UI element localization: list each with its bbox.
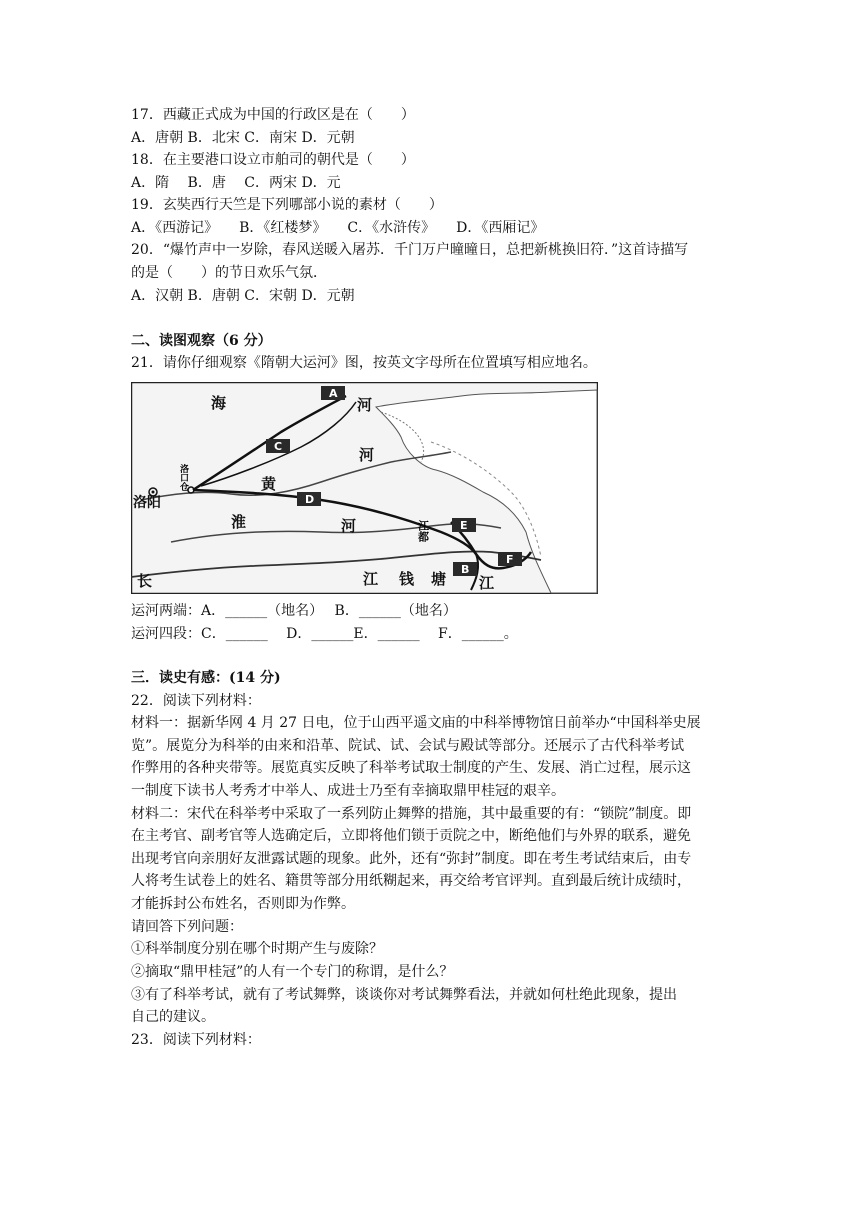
map-marker-e [452, 518, 476, 532]
q19-stem: 19．玄奘西行天竺是下列哪部小说的素材（ ） [131, 197, 443, 213]
svg-text:F: F [506, 553, 514, 566]
svg-text:E: E [460, 519, 468, 532]
q20-stem-line1: 20．“爆竹声中一岁除，春风送暖入屠苏．千门万户曈曈日，总把新桃换旧符．”这首诗描写 [131, 242, 689, 258]
q21-answer-line2: 运河四段：C．______ D．______E．______ F．______。 [131, 626, 518, 642]
map-label-jiangdu: 江都 [416, 520, 430, 542]
map-label-qian: 钱 [399, 570, 415, 588]
section3-heading: 三．读史有感：(14 分) [131, 670, 281, 686]
q23-stem: 23．阅读下列材料： [131, 1032, 261, 1048]
map-label-jiang-1: 江 [363, 570, 379, 588]
material2-line4: 人将考生试卷上的姓名、籍贯等部分用纸糊起来，再交给考官评判。直到最后统计成绩时， [131, 873, 691, 889]
material2-line1: 材料二：宋代在科举考中采取了一系列防止舞弊的措施，其中最重要的有：“锁院”制度。即 [131, 806, 692, 822]
map-label-hai: 海 [211, 394, 227, 412]
material1-line2: 览”。展览分为科举的由来和沿革、院试、试、会试与殿试等部分。还展示了古代科举考试 [131, 738, 685, 754]
map-label-jiang-2: 江 [479, 574, 495, 592]
map-label-he-2: 河 [359, 446, 375, 464]
map-marker-c [266, 439, 290, 453]
svg-text:A: A [329, 387, 338, 400]
material1-line1: 材料一：据新华网 4 月 27 日电，位于山西平遥文庙的中科举博物馆日前举办“中国科举史展 [131, 715, 701, 731]
q22-sub3-line2: 自己的建议。 [131, 1009, 215, 1025]
q22-ask: 请回答下列问题： [131, 919, 243, 935]
q22-sub2: ②摘取“鼎甲桂冠”的人有一个专门的称谓，是什么？ [131, 964, 454, 980]
material2-line5: 才能拆封公布姓名，否则即为作弊。 [131, 896, 355, 912]
q19-options: A．《西游记》 B．《红楼梦》 C．《水浒传》 D．《西厢记》 [131, 220, 545, 236]
map-label-luoyang: 洛阳 [133, 495, 161, 511]
section2-heading: 二、读图观察（6 分） [131, 333, 272, 349]
map-label-tang: 塘 [431, 570, 447, 588]
map-label-huang: 黄 [261, 475, 277, 493]
material2-line2: 在主考官、副考官等人选确定后，立即将他们锁于贡院之中，断绝他们与外界的联系，避免 [131, 828, 691, 844]
grand-canal-map [131, 382, 598, 594]
map-marker-a [321, 386, 345, 400]
material1-line3: 作弊用的各种夹带等。展览真实反映了科举考试取士制度的产生、发展、消亡过程，展示这 [131, 760, 691, 776]
q17-options: A．唐朝 B．北宋 C．南宋 D．元朝 [131, 130, 355, 146]
q22-sub3-line1: ③有了科举考试，就有了考试舞弊，谈谈你对考试舞弊看法，并就如何杜绝此现象，提出 [131, 987, 677, 1003]
q21-answer-line1: 运河两端：A．______（地名） B．______（地名） [131, 603, 457, 619]
material1-line4: 一制度下读书人考秀才中举人、成进士乃至有幸摘取鼎甲桂冠的艰辛。 [131, 783, 565, 799]
svg-text:B: B [461, 563, 470, 576]
svg-text:C: C [274, 440, 283, 453]
map-label-luokoucang: 洛口仓 [178, 464, 188, 491]
q17-stem: 17．西藏正式成为中国的行政区是在（ ） [131, 107, 415, 123]
q18-stem: 18．在主要港口设立市舶司的朝代是（ ） [131, 152, 415, 168]
map-marker-f [498, 552, 522, 566]
q20-stem-line2: 的是（ ）的节日欢乐气氛． [131, 265, 327, 281]
q21-stem: 21．请你仔细观察《隋朝大运河》图，按英文字母所在位置填写相应地名。 [131, 355, 597, 371]
material2-line3: 出现考官向亲朋好友泄露试题的现象。此外，还有“弥封”制度。即在考生考试结束后，由专 [131, 851, 692, 867]
q22-sub1: ①科举制度分别在哪个时期产生与废除？ [131, 941, 383, 957]
map-marker-b [453, 562, 477, 576]
map-label-he-1: 河 [357, 396, 373, 414]
map-marker-d [297, 492, 321, 506]
map-label-he-3: 河 [341, 517, 357, 535]
map-label-huai: 淮 [231, 513, 247, 531]
q20-options: A．汉朝 B．唐朝 C．宋朝 D．元朝 [131, 288, 355, 304]
svg-text:D: D [305, 493, 315, 506]
q18-options: A．隋 B．唐 C．两宋 D．元 [131, 175, 341, 191]
q22-stem: 22．阅读下列材料： [131, 693, 261, 709]
map-label-chang: 长 [137, 572, 153, 590]
